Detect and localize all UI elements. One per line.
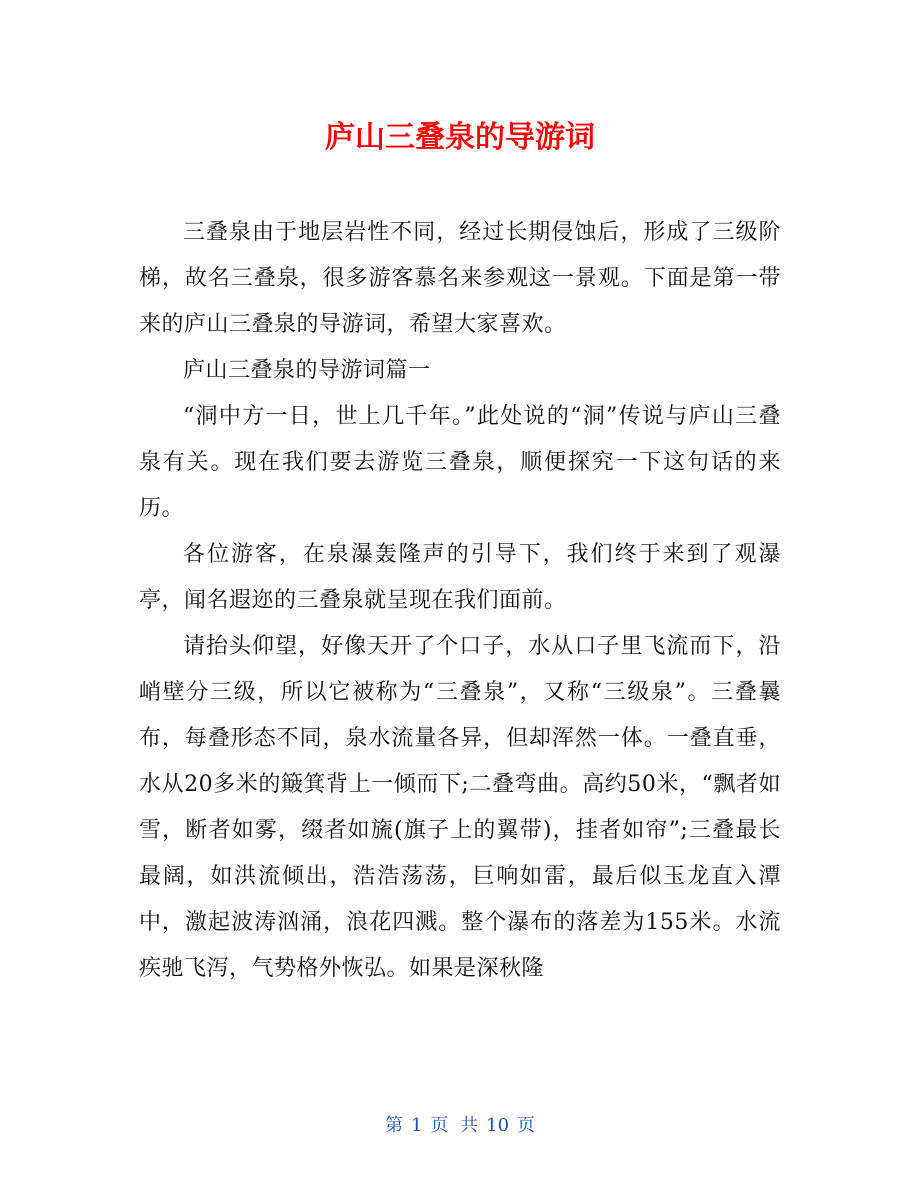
document-body <box>139 210 781 992</box>
footer-total-pages: 10 <box>486 1115 510 1136</box>
document-title: 庐山三叠泉的导游词 <box>325 120 595 155</box>
footer-label-of: 页 共 <box>430 1115 479 1136</box>
footer-label-end: 页 <box>517 1115 536 1136</box>
footer-label-page: 第 <box>384 1115 403 1136</box>
paragraph-waterfall-description: 请抬头仰望，好像天开了个口子，水从口子里飞流而下，沿峭壁分三级，所以它被称为“三叠泉”，又称“三级泉”。三叠曩布，每叠形态不同，泉水流量各异，但却浑然一体。一叠直垂，水从20多米的簸箕背上一倾而下;二叠弯曲。高约50米，“飘者如雪，断者如雾，缀者如旒(旗子上的翼带)，挂者如帘”;三叠最长最阔，如洪流倾出，浩浩荡荡，巨响如雷，最后似玉龙直入潭中，激起波涛汹涌，浪花四溅。整个瀑布的落差为155米。水流疾驰飞泻，气势格外恢弘。如果是深秋隆 <box>139 634 781 981</box>
section-heading: 庐山三叠泉的导游词篇一 <box>183 358 431 383</box>
footer-current-page: 1 <box>410 1115 423 1136</box>
paragraph-intro: 三叠泉由于地层岩性不同，经过长期侵蚀后，形成了三级阶梯，故名三叠泉，很多游客慕名来参观这一景观。下面是第一带来的庐山三叠泉的导游词，希望大家喜欢。 <box>139 220 781 337</box>
page-footer <box>0 1114 920 1138</box>
paragraph-arrival: 各位游客，在泉瀑轰隆声的引导下，我们终于来到了观瀑亭，闻名遐迩的三叠泉就呈现在我们面前。 <box>139 542 781 613</box>
paragraph-cave-saying: “洞中方一日，世上几千年。”此处说的“洞”传说与庐山三叠泉有关。现在我们要去游览三叠泉，顺便探究一下这句话的来历。 <box>139 404 781 521</box>
